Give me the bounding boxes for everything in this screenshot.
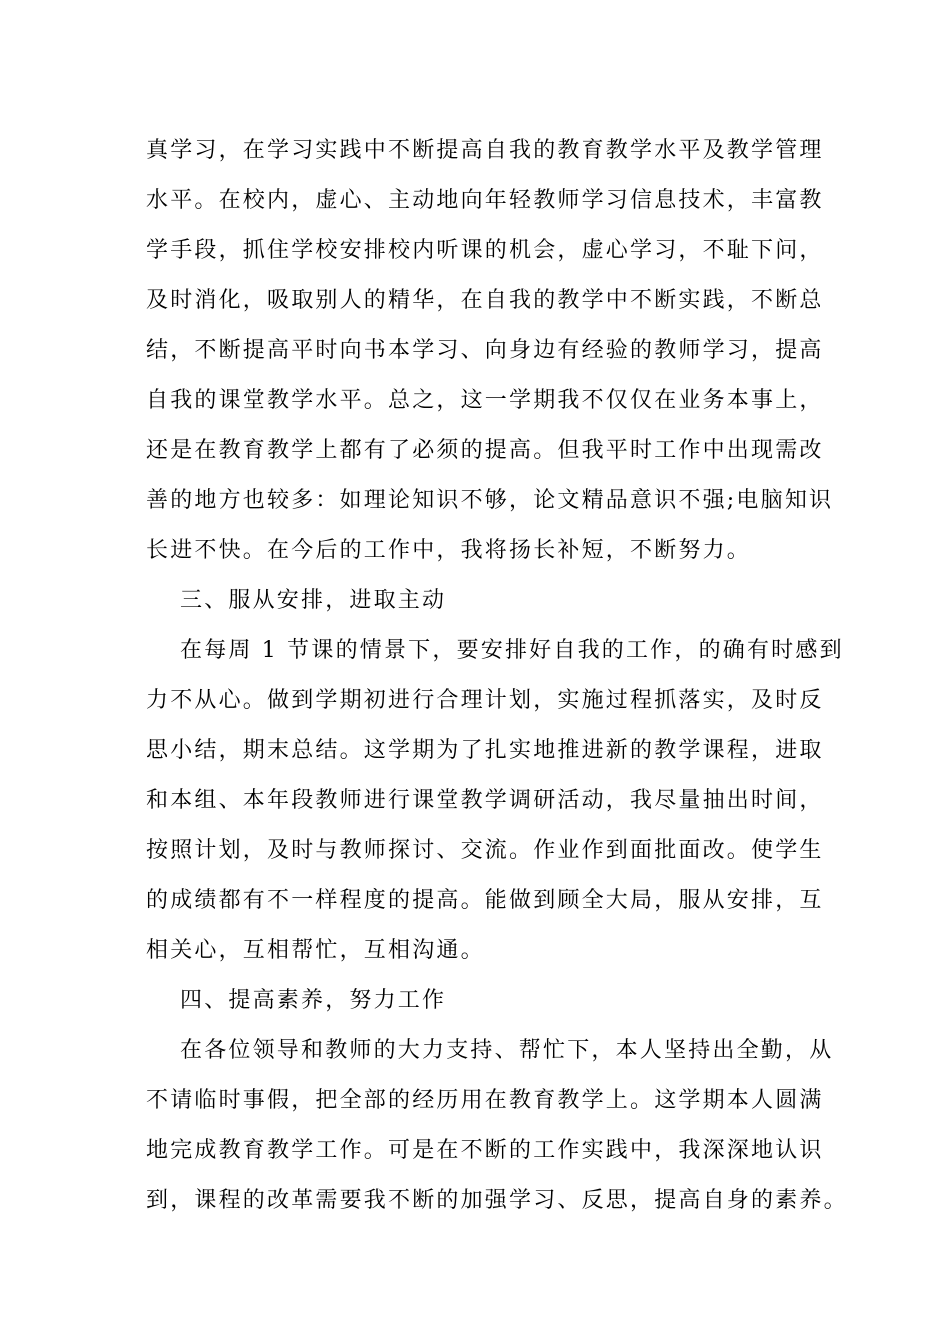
paragraph-line: 长进不快。在今后的工作中，我将扬长补短，不断努力。 xyxy=(146,538,752,563)
paragraph-line: 学手段，抓住学校安排校内听课的机会，虚心学习，不耻下问， xyxy=(146,238,824,263)
paragraph-line: 思小结，期末总结。这学期为了扎实地推进新的教学课程，进取 xyxy=(146,738,824,763)
paragraph-line: 按照计划，及时与教师探讨、交流。作业作到面批面改。使学生 xyxy=(146,838,824,863)
paragraph-line: 自我的课堂教学水平。总之，这一学期我不仅仅在业务本事上， xyxy=(146,388,824,413)
paragraph-line: 结，不断提高平时向书本学习、向身边有经验的教师学习，提高 xyxy=(146,338,824,363)
paragraph-line: 地完成教育教学工作。可是在不断的工作实践中，我深深地认识 xyxy=(146,1138,824,1163)
paragraph-line: 到，课程的改革需要我不断的加强学习、反思，提高自身的素养。 xyxy=(146,1188,848,1213)
paragraph-line: 还是在教育教学上都有了必须的提高。但我平时工作中出现需改 xyxy=(146,438,824,463)
paragraph-line: 不请临时事假，把全部的经历用在教育教学上。这学期本人圆满 xyxy=(146,1088,824,1113)
paragraph-line: 在各位领导和教师的大力支持、帮忙下，本人坚持出全勤，从 xyxy=(180,1038,834,1063)
paragraph-line: 水平。在校内，虚心、主动地向年轻教师学习信息技术，丰富教 xyxy=(146,188,824,213)
paragraph-line: 和本组、本年段教师进行课堂教学调研活动，我尽量抽出时间， xyxy=(146,788,824,813)
paragraph-line: 善的地方也较多：如理论知识不够，论文精品意识不强;电脑知识 xyxy=(146,488,834,513)
paragraph-line: 真学习，在学习实践中不断提高自我的教育教学水平及教学管理 xyxy=(146,138,824,163)
section-heading: 三、服从安排，进取主动 xyxy=(180,588,447,613)
paragraph-line: 相关心，互相帮忙，互相沟通。 xyxy=(146,938,485,963)
paragraph-line: 在每周 1 节课的情景下，要安排好自我的工作，的确有时感到 xyxy=(180,638,844,663)
paragraph-line: 力不从心。做到学期初进行合理计划，实施过程抓落实，及时反 xyxy=(146,688,824,713)
paragraph-line: 及时消化，吸取别人的精华，在自我的教学中不断实践，不断总 xyxy=(146,288,824,313)
section-heading: 四、提高素养，努力工作 xyxy=(180,988,447,1013)
paragraph-line: 的成绩都有不一样程度的提高。能做到顾全大局，服从安排，互 xyxy=(146,888,824,913)
